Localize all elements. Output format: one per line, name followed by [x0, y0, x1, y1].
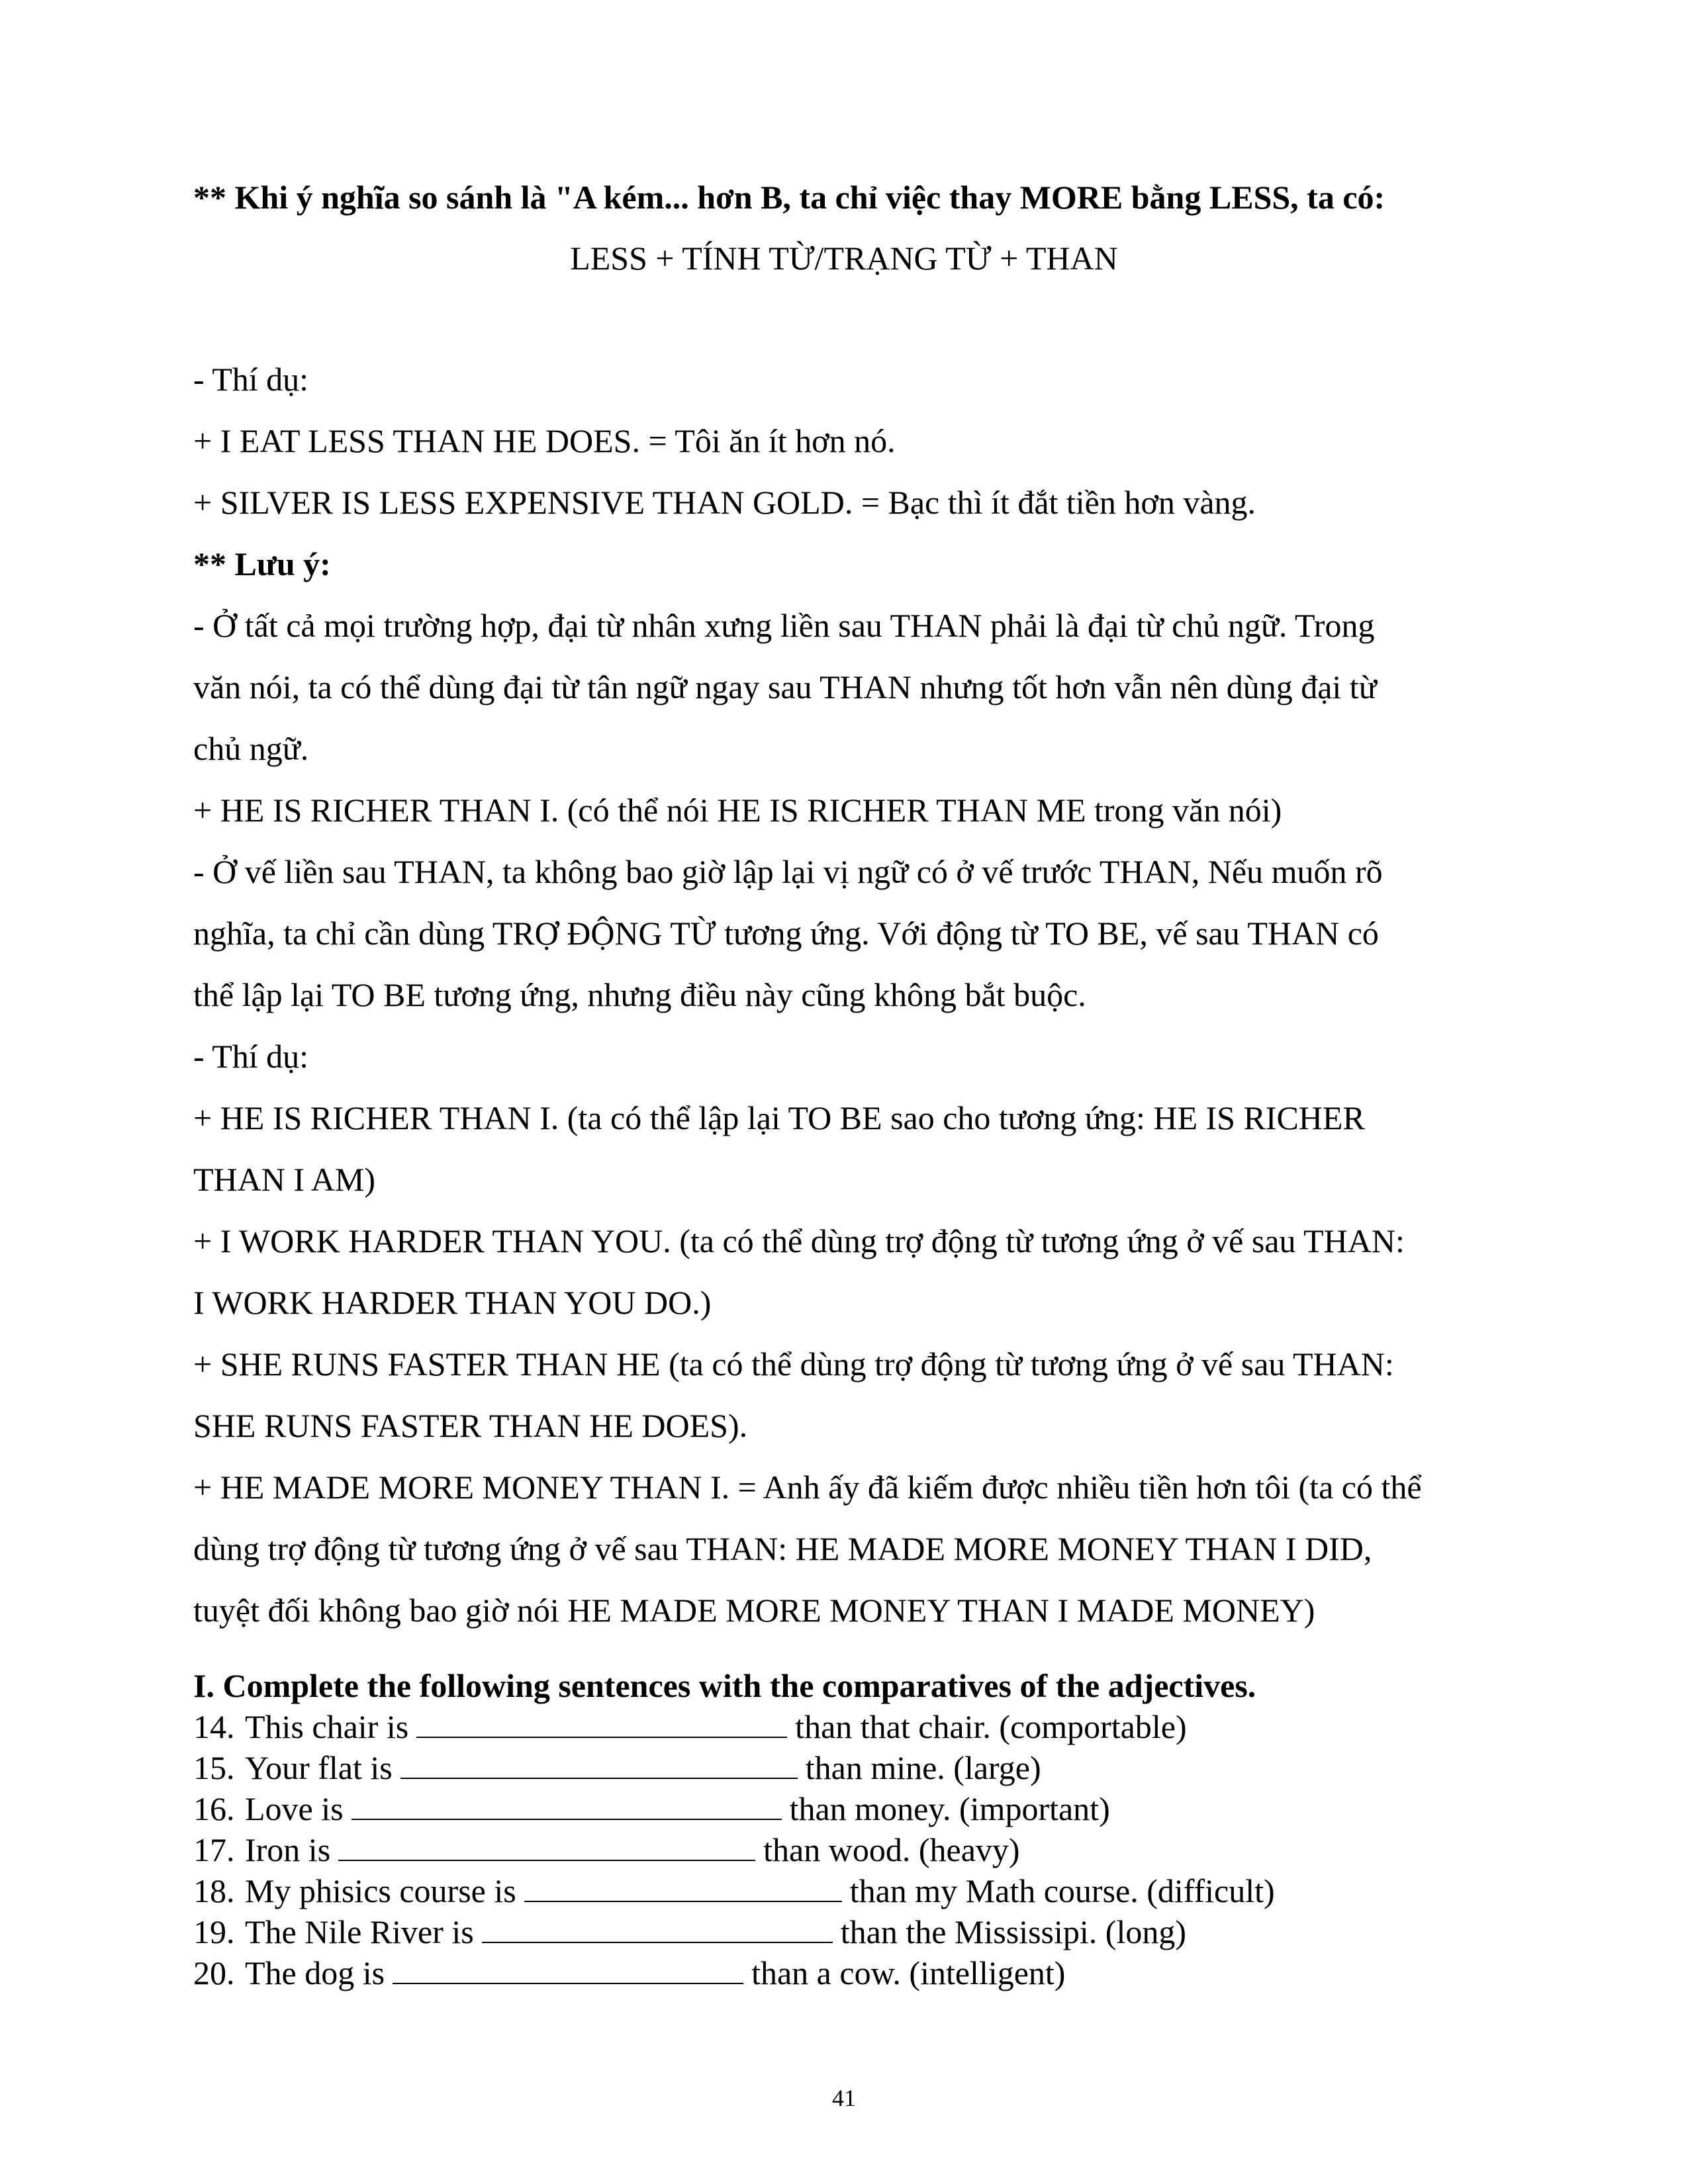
exercise-item-stem: Iron is	[245, 1831, 331, 1868]
example-2-line: I WORK HARDER THAN YOU DO.)	[193, 1284, 712, 1321]
example-2-line: + I WORK HARDER THAN YOU. (ta có thể dùng trợ động từ tương ứng ở vế sau THAN:	[193, 1222, 1405, 1259]
exercise-item-number: 14.	[193, 1708, 235, 1745]
example-2-line: + HE IS RICHER THAN I. (ta có thể lập lại TO BE sao cho tương ứng: HE IS RICHER	[193, 1099, 1365, 1136]
note-heading: ** Lưu ý:	[193, 545, 331, 582]
exercise-item	[193, 1788, 1110, 1828]
exercise-item-number: 16.	[193, 1790, 235, 1827]
exercise-item-stem: The Nile River is	[245, 1913, 474, 1950]
exercise-item	[193, 1747, 1041, 1787]
example-label-1: - Thí dụ:	[193, 361, 309, 398]
example-2-line: THAN I AM)	[193, 1161, 375, 1198]
note-line: - Ở vế liền sau THAN, ta không bao giờ lập lại vị ngữ có ở vế trước THAN, Nếu muốn rõ	[193, 853, 1383, 890]
example-2-line: dùng trợ động từ tương ứng ở vế sau THAN: HE MADE MORE MONEY THAN I DID,	[193, 1530, 1372, 1567]
note-line: văn nói, ta có thể dùng đại từ tân ngữ ngay sau THAN nhưng tốt hơn vẫn nên dùng đại từ	[193, 668, 1377, 705]
exercise-item-stem: Love is	[245, 1790, 344, 1827]
exercise-item	[193, 1829, 1020, 1869]
example-2-line: + SHE RUNS FASTER THAN HE (ta có thể dùng trợ động từ tương ứng ở vế sau THAN:	[193, 1345, 1394, 1383]
example-label-2: - Thí dụ:	[193, 1038, 309, 1075]
answer-blank[interactable]	[416, 1706, 787, 1738]
exercise-item	[193, 1870, 1275, 1910]
example-1-item-2: + SILVER IS LESS EXPENSIVE THAN GOLD. = Bạc thì ít đắt tiền hơn vàng.	[193, 484, 1256, 521]
exercise-item-number: 15.	[193, 1749, 235, 1786]
exercise-item-number: 20.	[193, 1954, 235, 1991]
exercise-item-hint: than my Math course. (difficult)	[849, 1872, 1275, 1909]
answer-blank[interactable]	[338, 1829, 755, 1861]
page-number: 41	[832, 2085, 856, 2111]
exercise-item-hint: than mine. (large)	[805, 1749, 1041, 1786]
exercise-item-hint: than money. (important)	[789, 1790, 1110, 1827]
exercise-item-hint: than the Mississipi. (long)	[840, 1913, 1186, 1950]
note-line: + HE IS RICHER THAN I. (có thể nói HE IS RICHER THAN ME trong văn nói)	[193, 792, 1282, 829]
exercise-item-stem: This chair is	[245, 1708, 409, 1745]
note-line: chủ ngữ.	[193, 730, 309, 767]
exercise-item-number: 18.	[193, 1872, 235, 1909]
note-line: - Ở tất cả mọi trường hợp, đại từ nhân xưng liền sau THAN phải là đại từ chủ ngữ. Trong	[193, 607, 1375, 644]
answer-blank[interactable]	[524, 1870, 842, 1902]
exercise-item	[193, 1911, 1186, 1951]
note-line: thể lập lại TO BE tương ứng, nhưng điều này cũng không bắt buộc.	[193, 976, 1086, 1013]
example-2-line: tuyệt đối không bao giờ nói HE MADE MORE MONEY THAN I MADE MONEY)	[193, 1592, 1315, 1629]
exercise-title: I. Complete the following sentences with the comparatives of the adjectives.	[193, 1667, 1256, 1704]
less-formula: LESS + TÍNH TỪ/TRẠNG TỪ + THAN	[570, 240, 1118, 277]
answer-blank[interactable]	[393, 1952, 743, 1984]
exercise-item-number: 19.	[193, 1913, 235, 1950]
example-1-item-1: + I EAT LESS THAN HE DOES. = Tôi ăn ít hơn nó.	[193, 422, 896, 459]
answer-blank[interactable]	[482, 1911, 833, 1943]
exercise-item-hint: than that chair. (comportable)	[795, 1708, 1187, 1745]
answer-blank[interactable]	[352, 1788, 782, 1820]
exercise-item	[193, 1952, 1065, 1992]
answer-blank[interactable]	[400, 1747, 798, 1779]
exercise-item-number: 17.	[193, 1831, 235, 1868]
exercise-item-hint: than wood. (heavy)	[763, 1831, 1020, 1868]
example-2-line: SHE RUNS FASTER THAN HE DOES).	[193, 1407, 748, 1444]
example-2-line: + HE MADE MORE MONEY THAN I. = Anh ấy đã kiếm được nhiều tiền hơn tôi (ta có thể	[193, 1469, 1422, 1506]
exercise-item-hint: than a cow. (intelligent)	[751, 1954, 1066, 1991]
note-line: nghĩa, ta chỉ cần dùng TRỢ ĐỘNG TỪ tương ứng. Với động từ TO BE, vế sau THAN có	[193, 915, 1379, 952]
exercise-item-stem: Your flat is	[245, 1749, 393, 1786]
less-heading: ** Khi ý nghĩa so sánh là "A kém... hơn B, ta chỉ việc thay MORE bằng LESS, ta có:	[193, 179, 1385, 216]
exercise-item-stem: My phisics course is	[245, 1872, 516, 1909]
exercise-item	[193, 1706, 1187, 1746]
exercise-item-stem: The dog is	[245, 1954, 385, 1991]
